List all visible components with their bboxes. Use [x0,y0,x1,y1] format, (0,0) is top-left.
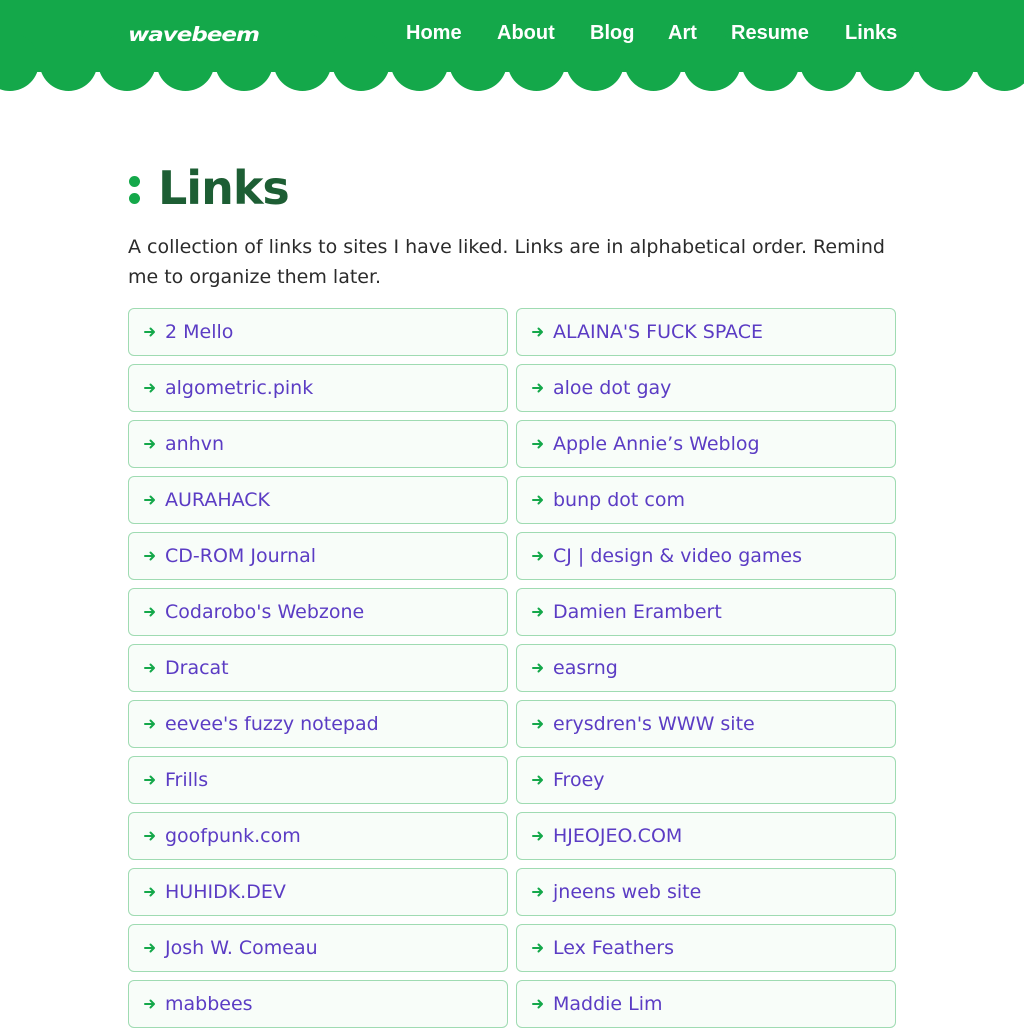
link-label: erysdren's WWW site [553,701,755,747]
arrow-right-icon [531,773,545,787]
link-card[interactable] [516,588,896,636]
arrow-right-icon [143,717,157,731]
arrow-right-icon [143,605,157,619]
link-card[interactable] [516,364,896,412]
link-label: CJ | design & video games [553,533,802,579]
link-label: aloe dot gay [553,365,671,411]
nav-link-art[interactable]: Art [668,18,697,48]
link-card[interactable] [128,868,508,916]
link-label: AURAHACK [165,477,270,523]
link-card[interactable] [128,588,508,636]
arrow-right-icon [531,381,545,395]
link-label: Lex Feathers [553,925,674,971]
link-card[interactable] [516,924,896,972]
link-card[interactable] [516,980,896,1028]
page-title: Links [158,158,289,218]
title-colon-dot-top [129,176,140,187]
link-card[interactable] [128,420,508,468]
arrow-right-icon [143,437,157,451]
arrow-right-icon [143,997,157,1011]
link-label: HUHIDK.DEV [165,869,286,915]
nav-link-about[interactable]: About [497,18,555,48]
link-card[interactable] [516,644,896,692]
link-label: eevee's fuzzy notepad [165,701,379,747]
nav-link-blog[interactable]: Blog [590,18,634,48]
link-label: Codarobo's Webzone [165,589,364,635]
arrow-right-icon [531,997,545,1011]
nav-link-resume[interactable]: Resume [731,18,809,48]
arrow-right-icon [143,773,157,787]
link-card[interactable] [516,700,896,748]
page-intro: A collection of links to sites I have liked. Links are in alphabetical order. Remind me to organize them later. [128,232,898,292]
link-card[interactable] [128,924,508,972]
link-label: bunp dot com [553,477,685,523]
link-card[interactable] [128,700,508,748]
nav-link-home[interactable]: Home [406,18,462,48]
link-label: Damien Erambert [553,589,722,635]
arrow-right-icon [531,605,545,619]
link-label: Apple Annie’s Weblog [553,421,760,467]
link-label: HJEOJEO.COM [553,813,682,859]
arrow-right-icon [143,885,157,899]
arrow-right-icon [531,885,545,899]
link-label: 2 Mello [165,309,233,355]
link-label: CD-ROM Journal [165,533,316,579]
link-card[interactable] [128,364,508,412]
link-card[interactable] [128,644,508,692]
link-label: algometric.pink [165,365,313,411]
arrow-right-icon [531,325,545,339]
link-label: anhvn [165,421,224,467]
link-label: mabbees [165,981,253,1027]
link-card[interactable] [128,812,508,860]
arrow-right-icon [143,829,157,843]
link-card[interactable] [516,532,896,580]
link-label: Maddie Lim [553,981,663,1027]
link-card[interactable] [128,308,508,356]
link-label: easrng [553,645,618,691]
arrow-right-icon [531,493,545,507]
arrow-right-icon [143,325,157,339]
link-card[interactable] [128,756,508,804]
nav-link-links[interactable]: Links [845,18,897,48]
link-card[interactable] [516,756,896,804]
arrow-right-icon [531,717,545,731]
arrow-right-icon [531,549,545,563]
link-label: Froey [553,757,605,803]
link-label: Dracat [165,645,229,691]
link-card[interactable] [128,476,508,524]
site-header [0,0,1024,94]
link-card[interactable] [128,980,508,1028]
link-label: ALAINA'S FUCK SPACE [553,309,763,355]
arrow-right-icon [531,941,545,955]
arrow-right-icon [531,437,545,451]
link-card[interactable] [128,532,508,580]
link-label: Frills [165,757,208,803]
link-card[interactable] [516,308,896,356]
link-label: jneens web site [553,869,701,915]
arrow-right-icon [143,549,157,563]
site-logo[interactable]: wavebeem [128,22,259,48]
link-card[interactable] [516,476,896,524]
link-card[interactable] [516,812,896,860]
arrow-right-icon [143,941,157,955]
link-label: goofpunk.com [165,813,301,859]
arrow-right-icon [531,661,545,675]
link-card[interactable] [516,868,896,916]
link-label: Josh W. Comeau [165,925,318,971]
title-colon-dot-bottom [129,193,140,204]
arrow-right-icon [143,381,157,395]
arrow-right-icon [531,829,545,843]
arrow-right-icon [143,661,157,675]
arrow-right-icon [143,493,157,507]
links-grid [128,308,896,1024]
link-card[interactable] [516,420,896,468]
